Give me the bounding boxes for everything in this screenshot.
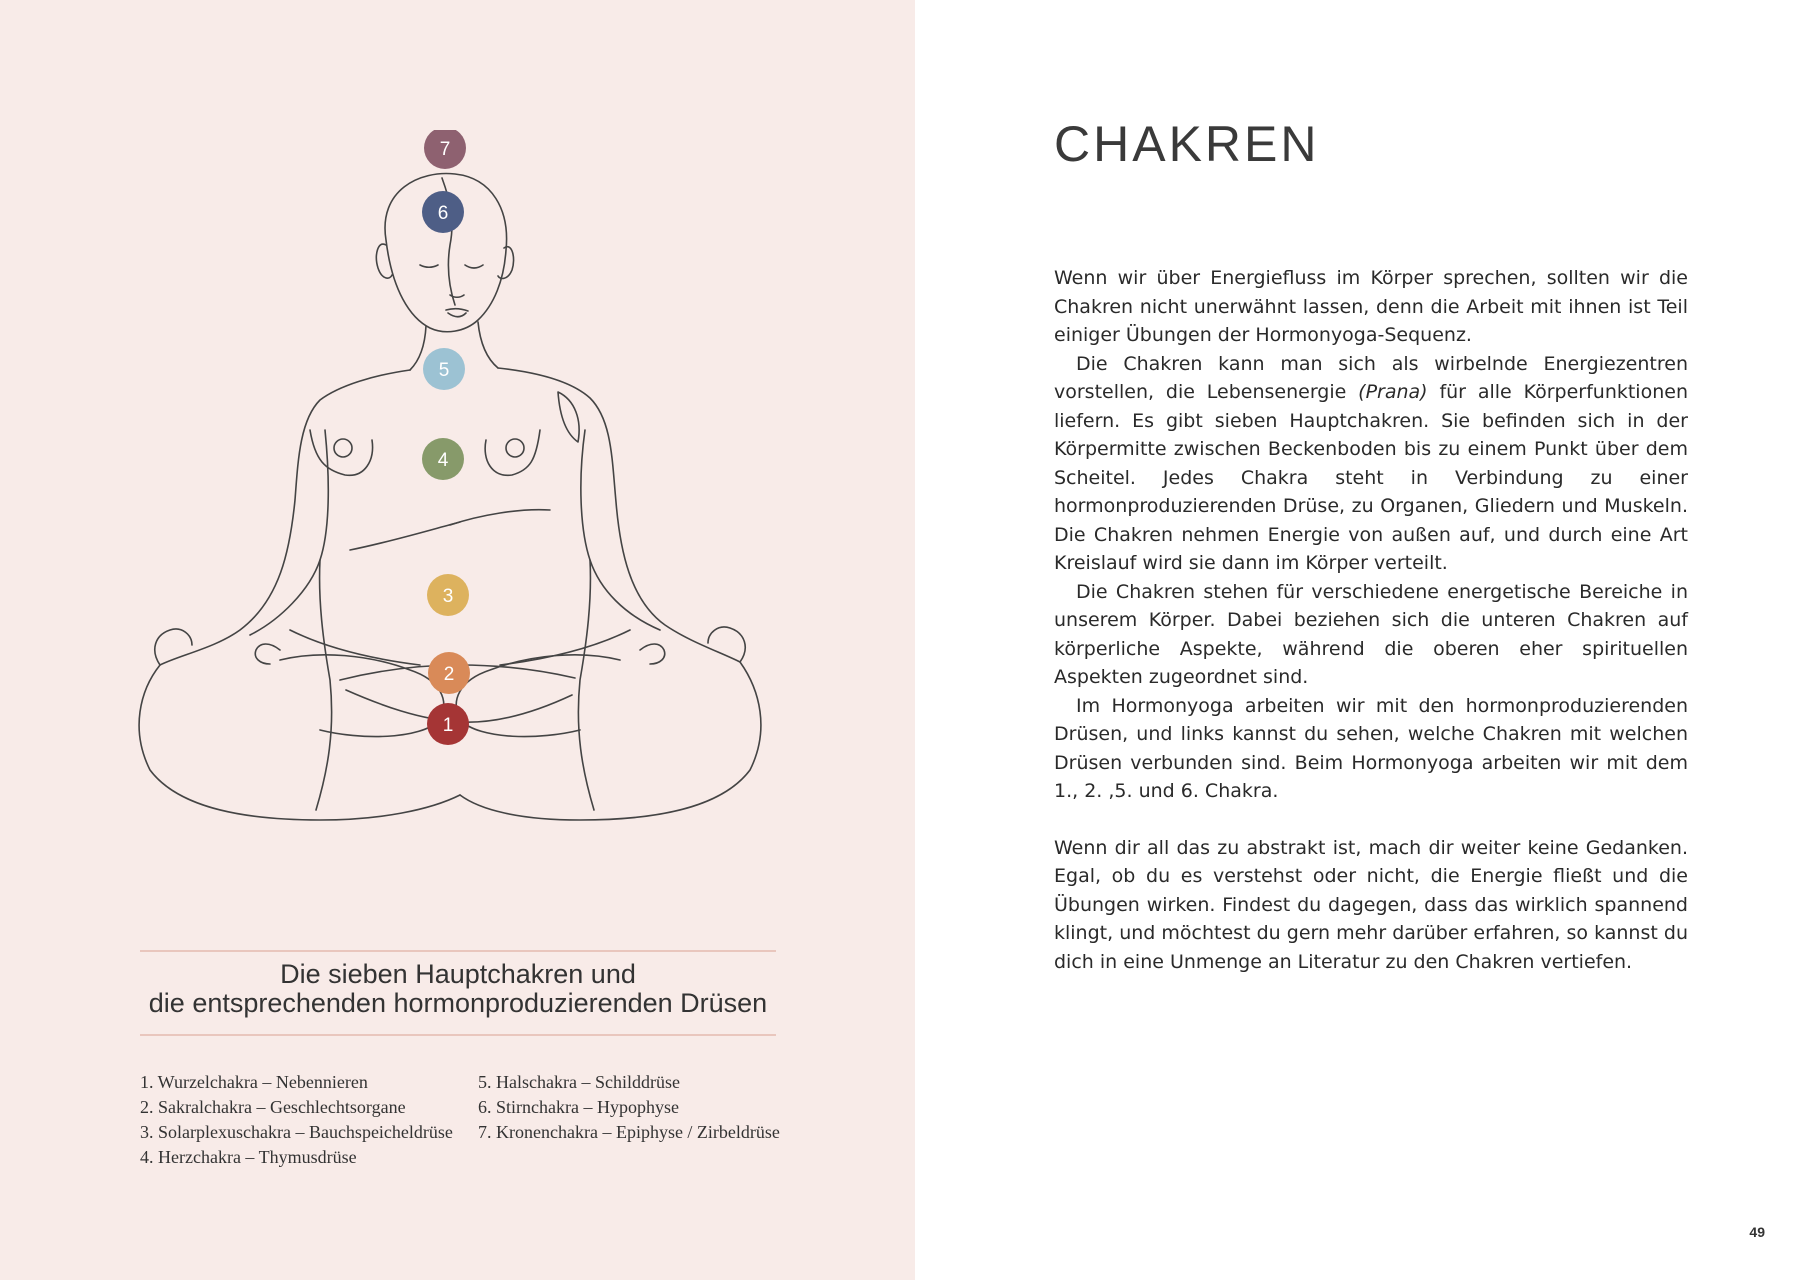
chakra-4-marker	[422, 438, 464, 480]
prana-term: (Prana)	[1358, 381, 1428, 403]
legend-item: 1. Wurzelchakra – Nebennieren	[140, 1072, 368, 1092]
chakra-circles	[422, 130, 470, 745]
chakra-3-number: 3	[442, 586, 454, 607]
caption-line-2: die entsprechenden hormonproduzierenden Drüsen	[148, 988, 768, 1018]
paragraph-2-start: Die Chakren kann man sich als wirbelnde Energiezentren vorstellen, die Lebensenergie	[1054, 352, 1688, 403]
chakra-4-number: 4	[437, 450, 449, 471]
chakra-5-number: 5	[438, 360, 450, 381]
chakra-1-marker	[427, 703, 469, 745]
legend-item: 2. Sakralchakra – Geschlechtsorgane	[140, 1097, 406, 1117]
chakra-5-marker	[423, 348, 465, 390]
caption-line-1: Die sieben Hauptchakren und	[280, 959, 636, 989]
body-text	[1054, 264, 1688, 976]
paragraph-3: Die Chakren stehen für verschiedene energetische Bereiche in unserem Körper. Dabei beziehen sich die unteren Chakren auf körperliche Aspekte, während die oberen eher spirituellen Aspekten zugeordnet sind.	[1054, 580, 1688, 688]
chakra-7-number: 7	[439, 139, 451, 160]
page-title: CHAKREN	[1054, 116, 1320, 172]
chakra-7-marker	[424, 130, 466, 169]
chakra-2-marker	[428, 652, 470, 694]
legend-item: 3. Solarplexuschakra – Bauchspeicheldrüse	[140, 1122, 453, 1142]
page-number: 49	[1749, 1224, 1765, 1240]
paragraph-5: Wenn dir all das zu abstrakt ist, mach dir weiter keine Gedanken. Egal, ob du es verstehst oder nicht, die Energie fließt und die Übungen wirken. Findest du dagegen, dass das wirklich spannend klingt, und möchtest du gern mehr darüber erfahren, so kannst du dich in eine Unmenge an Literatur zu den Chakren vertiefen.	[1054, 836, 1688, 973]
paragraph-2	[1054, 350, 1688, 578]
legend-item: 6. Stirnchakra – Hypophyse	[478, 1097, 679, 1117]
chakra-6-number: 6	[437, 203, 449, 224]
paragraph-1: Wenn wir über Energiefluss im Körper sprechen, sollten wir die Chakren nicht unerwähnt lassen, denn die Arbeit mit ihnen ist Teil einiger Übungen der Hormonyoga-Sequenz.	[1054, 267, 1688, 346]
chakra-3-marker	[427, 574, 469, 616]
figure-drawing	[120, 130, 800, 890]
figure-caption	[140, 950, 776, 1036]
chakra-1-number: 1	[442, 715, 454, 736]
chakra-legend-column-1	[140, 1070, 453, 1170]
chakra-legend-column-2	[478, 1070, 780, 1145]
chakra-2-number: 2	[443, 664, 455, 685]
chakra-6-marker	[422, 191, 464, 233]
paragraph-2-end: für alle Körperfunktionen liefern. Es gibt sieben Hauptchakren. Sie befinden sich in der Körpermitte zwischen Beckenboden bis zu einem Punkt über dem Scheitel. Jedes Chakra steht in Verbindung zu einer hormonproduzierenden Drüse, zu Organen, Gliedern und Muskeln. Die Chakren nehmen Energie von außen auf, und durch eine Art Kreislauf wird sie dann im Körper verteilt.	[1054, 381, 1688, 574]
meditation-figure-illustration	[120, 130, 800, 890]
legend-item: 7. Kronenchakra – Epiphyse / Zirbeldrüse	[478, 1122, 780, 1142]
legend-item: 5. Halschakra – Schilddrüse	[478, 1072, 680, 1092]
paragraph-4: Im Hormonyoga arbeiten wir mit den hormonproduzierenden Drüsen, und links kannst du sehen, welche Chakren mit welchen Drüsen verbunden sind. Beim Hormonyoga arbeiten wir mit dem 1., 2. ,5. und 6. Chakra.	[1054, 694, 1688, 802]
legend-item: 4. Herzchakra – Thymusdrüse	[140, 1147, 357, 1167]
